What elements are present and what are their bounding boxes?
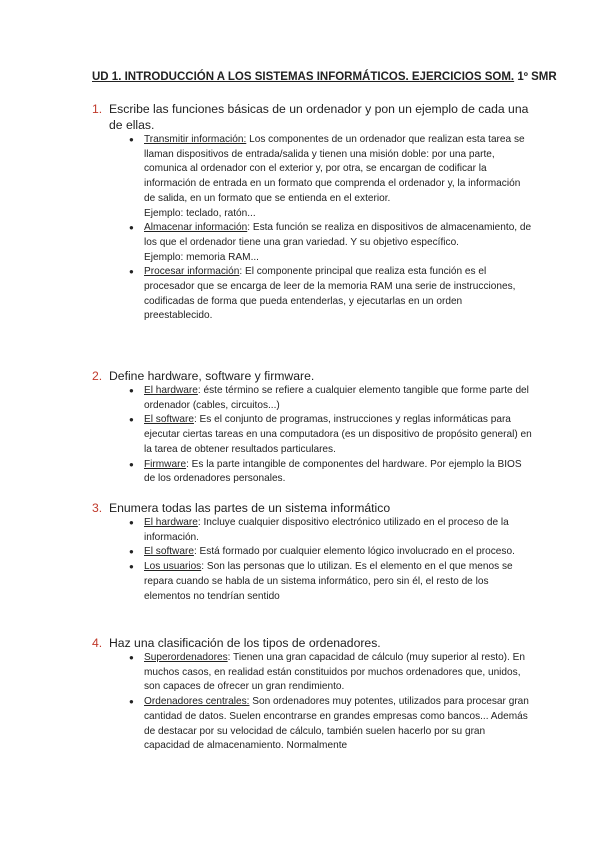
question-3-list xyxy=(92,516,532,604)
item-term: El software xyxy=(144,414,194,426)
item-term: Transmitir información: xyxy=(144,134,247,145)
question-4-text: Haz una clasificación de los tipos de ordenadores. xyxy=(109,636,381,650)
item-text: : Son las personas que lo utilizan. Es el elemento en el que menos se repara cuando se habla de un sistema informático, pero sin él, el resto de los elementos no tendrían sentido xyxy=(144,561,513,602)
item-text: : Está formado por cualquier elemento lógico involucrado en el proceso. xyxy=(193,546,515,558)
question-3-heading xyxy=(92,500,532,516)
item-text: : Tienen una gran capacidad de cálculo (muy superior al resto). En muchos casos, en realidad están constituidos por muchos ordenadores que, unidos, son capaces de ofrecer un gran rendimiento. xyxy=(144,652,525,693)
question-3-number: 3. xyxy=(92,501,103,515)
document-title xyxy=(92,71,557,83)
question-4-heading xyxy=(92,635,532,651)
item-text: : éste término se refiere a cualquier elemento tangible que forme parte del ordenador (cables, circuitos...) xyxy=(144,385,529,411)
bullet-icon: ● xyxy=(129,267,134,277)
question-4-list xyxy=(92,651,532,754)
bullet-icon: ● xyxy=(129,697,134,707)
item-term: Los usuarios xyxy=(144,561,202,573)
item-term: Ordenadores centrales: xyxy=(144,696,250,708)
question-4-number: 4. xyxy=(92,636,103,650)
list-item xyxy=(92,651,532,695)
bullet-icon: ● xyxy=(129,518,134,527)
question-1-text: Escribe las funciones básicas de un ordenador y pon un ejemplo de cada una de ellas. xyxy=(109,102,529,132)
question-4 xyxy=(92,635,532,754)
item-term: Superordenadores xyxy=(144,652,228,663)
document-title-course: 1º SMR xyxy=(514,71,557,83)
list-item xyxy=(92,133,532,221)
item-term: El hardware xyxy=(144,385,198,396)
question-1-heading xyxy=(92,101,532,133)
bullet-icon: ● xyxy=(129,653,134,662)
item-term: Procesar información xyxy=(144,266,240,278)
list-item xyxy=(92,545,532,560)
bullet-icon: ● xyxy=(129,135,134,144)
question-2-heading xyxy=(92,368,532,384)
item-text: : Es el conjunto de programas, instrucciones y reglas informáticas para ejecutar ciertas tareas en una computadora (es un dispositivo de propósito general) en la tarea de obtener resultados particulares. xyxy=(144,414,532,455)
item-term: El hardware xyxy=(144,517,198,528)
item-term: Firmware xyxy=(144,458,187,470)
list-item xyxy=(92,516,532,545)
bullet-icon: ● xyxy=(129,223,134,233)
item-example: Ejemplo: memoria RAM... xyxy=(144,251,259,263)
item-text: : Es la parte intangible de componentes del hardware. Por ejemplo la BIOS de los ordenadores personales. xyxy=(144,458,522,485)
list-item xyxy=(92,560,532,604)
list-item xyxy=(92,695,532,754)
list-item xyxy=(92,221,532,265)
item-term: Almacenar información xyxy=(144,222,248,234)
bullet-icon: ● xyxy=(129,547,134,557)
question-1 xyxy=(92,101,532,324)
item-text: Son ordenadores muy potentes, utilizados para procesar gran cantidad de datos. Suelen encontrarse en grandes empresas como bancos... Además de destacar por su velocidad de cálculo, también suelen hacerlo por su gran capacidad de almacenamiento. Normalmente xyxy=(144,696,529,752)
list-item xyxy=(92,384,532,413)
bullet-icon: ● xyxy=(129,386,134,395)
question-2 xyxy=(92,368,532,487)
list-item xyxy=(92,413,532,457)
question-3-text: Enumera todas las partes de un sistema informático xyxy=(109,501,391,515)
question-1-list xyxy=(92,133,532,324)
bullet-icon: ● xyxy=(129,415,134,425)
item-text: : Esta función se realiza en dispositivos de almacenamiento, de los que el ordenador tiene una gran variedad. Y su objetivo específico. xyxy=(144,222,532,248)
item-example: Ejemplo: teclado, ratón... xyxy=(144,207,256,219)
item-term: El software xyxy=(144,546,194,558)
document-title-main: UD 1. INTRODUCCIÓN A LOS SISTEMAS INFORMÁTICOS. EJERCICIOS SOM. xyxy=(92,71,515,83)
question-2-number: 2. xyxy=(92,369,103,383)
item-text: Los componentes de un ordenador que realizan esta tarea se llaman dispositivos de entrada/salida y tienen una misión doble: por una parte, comunica al ordenador con el exterior y, por otra, se encargan de codificar la información de entrada en un formato que comprenda el ordenador y, la información de salida, en un formato que se entienda en el exterior. xyxy=(144,134,525,204)
question-2-list xyxy=(92,384,532,487)
list-item xyxy=(92,265,532,324)
list-item xyxy=(92,458,532,487)
bullet-icon: ● xyxy=(129,459,134,469)
item-text: : El componente principal que realiza esta función es el procesador que se encarga de leer de la memoria RAM una serie de instrucciones, codificadas de forma que pueda entenderlas, y ejecutarlas en un orden preestablecido. xyxy=(144,266,516,322)
item-text: : Incluye cualquier dispositivo electrónico utilizado en el proceso de la información. xyxy=(144,517,509,543)
question-2-text: Define hardware, software y firmware. xyxy=(109,369,315,383)
question-1-number: 1. xyxy=(92,102,103,116)
bullet-icon: ● xyxy=(129,562,134,572)
question-3 xyxy=(92,500,532,604)
